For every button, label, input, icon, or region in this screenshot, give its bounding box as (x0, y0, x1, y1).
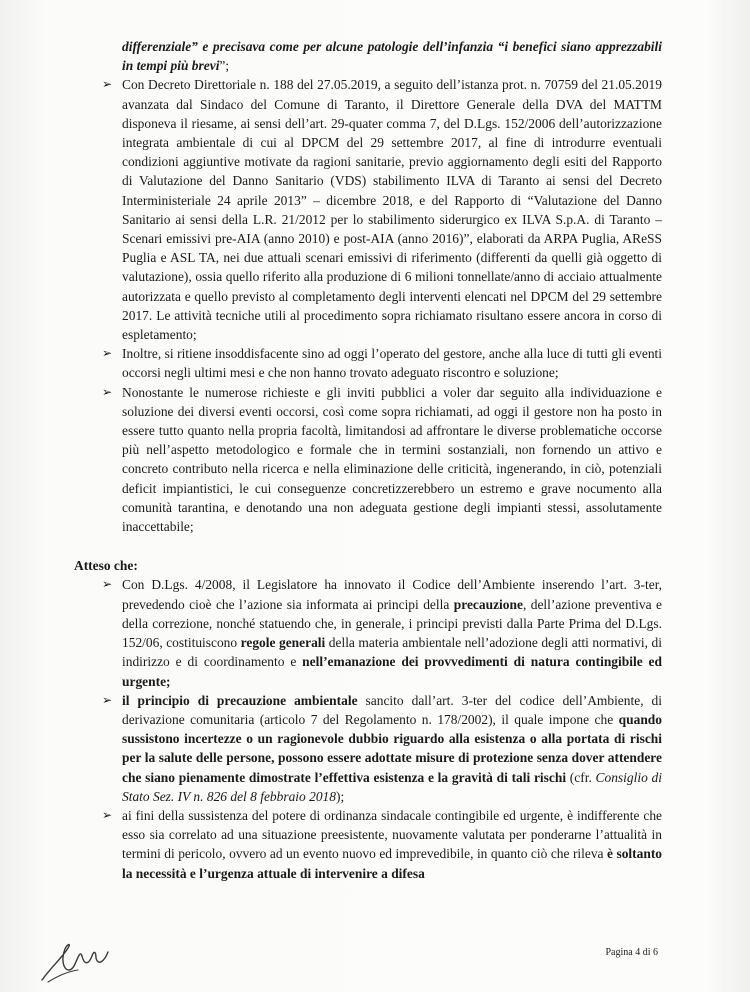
text-run: della materia ambientale nell’adozione degli atti normativi, di indirizzo e di coordinamento e (122, 635, 662, 670)
bullet-text: Nonostante le numerose richieste e gli inviti pubblici a voler dar seguito alla individuazione e soluzione dei diversi eventi occorsi, così come sopra richiamati, ad oggi il gestore non ha posto in essere tutto quanto nella propria facoltà, limitandosi ad affrontare le diverse problematiche occorse più nell’aspetto metodologico e formale che in termini sostanziali, non fornendo un attivo e concreto contributo nella ricerca e nella eliminazione delle criticità, ingenerando, in ciò, potenziali deficit impiantistici, le cui conseguenze concretizzerebbero un estremo e grave nocumento alla comunità tarantina, e denotando una non adeguata gestione degli impianti stessi, assolutamente inaccettabile; (122, 384, 662, 535)
text-run: , dell’azione preventiva e della correzione, nonché statuendo che, in generale, i principi previsti dalla Parte Prima del D.Lgs. 152/06, costituiscono (122, 596, 662, 651)
arrow-bullet-icon: ➢ (102, 692, 113, 707)
bullet-decreto-direttoriale (74, 75, 662, 344)
intro-suffix: ”; (219, 58, 230, 74)
bold-run: soltanto la necessità e l’urgenza attuale di intervenire a difesa (122, 846, 663, 881)
page-number: Pagina 4 di 6 (605, 947, 658, 958)
bullet-nonostante (74, 383, 662, 537)
arrow-bullet-icon: ➢ (102, 77, 113, 92)
arrow-bullet-icon: ➢ (102, 346, 113, 361)
bullet-dlgs-4-2008 (74, 575, 662, 690)
arrow-bullet-icon: ➢ (102, 807, 113, 822)
bold-run: nell’emanazione dei provvedimenti di natura contingibile ed urgente; (122, 654, 662, 689)
arrow-bullet-icon: ➢ (102, 384, 113, 399)
handwritten-signature (38, 936, 122, 986)
bullet-inoltre (74, 344, 662, 382)
bullet-potere-ordinanza (74, 806, 662, 883)
italic-citation: Consiglio di Stato Sez. IV n. 826 del 8 febbraio 2018 (122, 769, 662, 804)
text-run: ai fini della sussistenza del potere di ordinanza sindacale contingibile ed urgente, è indifferente che esso sia correlato ad una situazione preesistente, nuovamente valutata per ponderarne l’attualità in termini di pericolo, ovvero ad un evento nuovo ed imprevedibile, in quanto ciò che rileva (122, 807, 662, 862)
text-run: sancito dall’art. 3-ter del codice dell’Ambiente, di derivazione comunitaria (articolo 7 del Regolamento n. 178/2002), il quale impone che (122, 692, 662, 727)
bold-run: regole generali (240, 635, 326, 651)
section-heading: Atteso che: (74, 558, 138, 574)
bullet-text: Inoltre, si ritiene insoddisfacente sino ad oggi l’operato del gestore, anche alla luce di tutti gli eventi occorsi negli ultimi mesi e che non hanno trovato adeguato riscontro e soluzione; (122, 346, 662, 381)
arrow-bullet-icon: ➢ (102, 577, 113, 592)
bold-run: il principio di precauzione ambientale (122, 692, 358, 708)
bullet-principio-precauzione (74, 691, 662, 806)
bullet-text: Con Decreto Direttoriale n. 188 del 27.05.2019, a seguito dell’istanza prot. n. 70759 del 21.05.2019 avanzata dal Sindaco del Comune di Taranto, il Direttore Generale della DVA del MATTM disponeva il riesame, ai sensi dell’art. 29-quater comma 7, del D.Lgs. 152/2006 dell’autorizzazione integrata ambientale di cui al DPCM del 29 settembre 2017, al fine di introdurre eventuali condizioni aggiuntive motivate da ragioni sanitarie, previo aggiornamento degli esiti del Rapporto di Valutazione del Danno Sanitario (VDS) stabilimento ILVA di Taranto ai sensi del Decreto Interministeriale 24 aprile 2013” – dicembre 2018, e del Rapporto di “Valutazione del Danno Sanitario ai sensi della L.R. 21/2012 per lo stabilimento siderurgico ex ILVA S.p.A. di Taranto – Scenari emissivi pre-AIA (anno 2010) e post-AIA (anno 2016)”, elaborati da ARPA Puglia, AReSS Puglia e ASL TA, nei due attuali scenari emissivi di riferimento (differenti da quelli già oggetto di valutazione), ossia quello riferito alla produzione di 6 milioni tonnellate/anno di acciaio attualmente autorizzata e quello previsto al completamento degli interventi elencati nel DPCM del 29 settembre 2017. Le attività tecniche utili al procedimento sopra richiamato risultano essere ancora in corso di espletamento; (122, 77, 662, 343)
text-run: (cfr. (566, 769, 596, 785)
intro-prefix: differenziale (122, 39, 192, 54)
bold-run: è (607, 846, 613, 862)
text-run: ); (336, 788, 345, 804)
document-body (74, 37, 662, 883)
text-run: Con D.Lgs. 4/2008, il Legislatore ha innovato il Codice dell’Ambiente inserendo l’art. 3-ter, prevedendo cioè che l’azione sia informata ai principi della (122, 577, 662, 612)
bold-run: precauzione (453, 596, 523, 612)
intro-continuation (74, 37, 662, 75)
intro-italic: ” e precisava come per alcune patologie dell’infanzia “i benefici siano apprezzabili in tempi più brevi (122, 39, 662, 74)
bold-run: quando sussistono incertezze o un ragionevole dubbio riguardo alla esistenza o alla portata di rischi per la salute delle persone, possono essere adottate misure di protezione senza dover attendere che siano pienamente dimostrate l’effettiva esistenza e la gravità di tali rischi (122, 711, 662, 785)
